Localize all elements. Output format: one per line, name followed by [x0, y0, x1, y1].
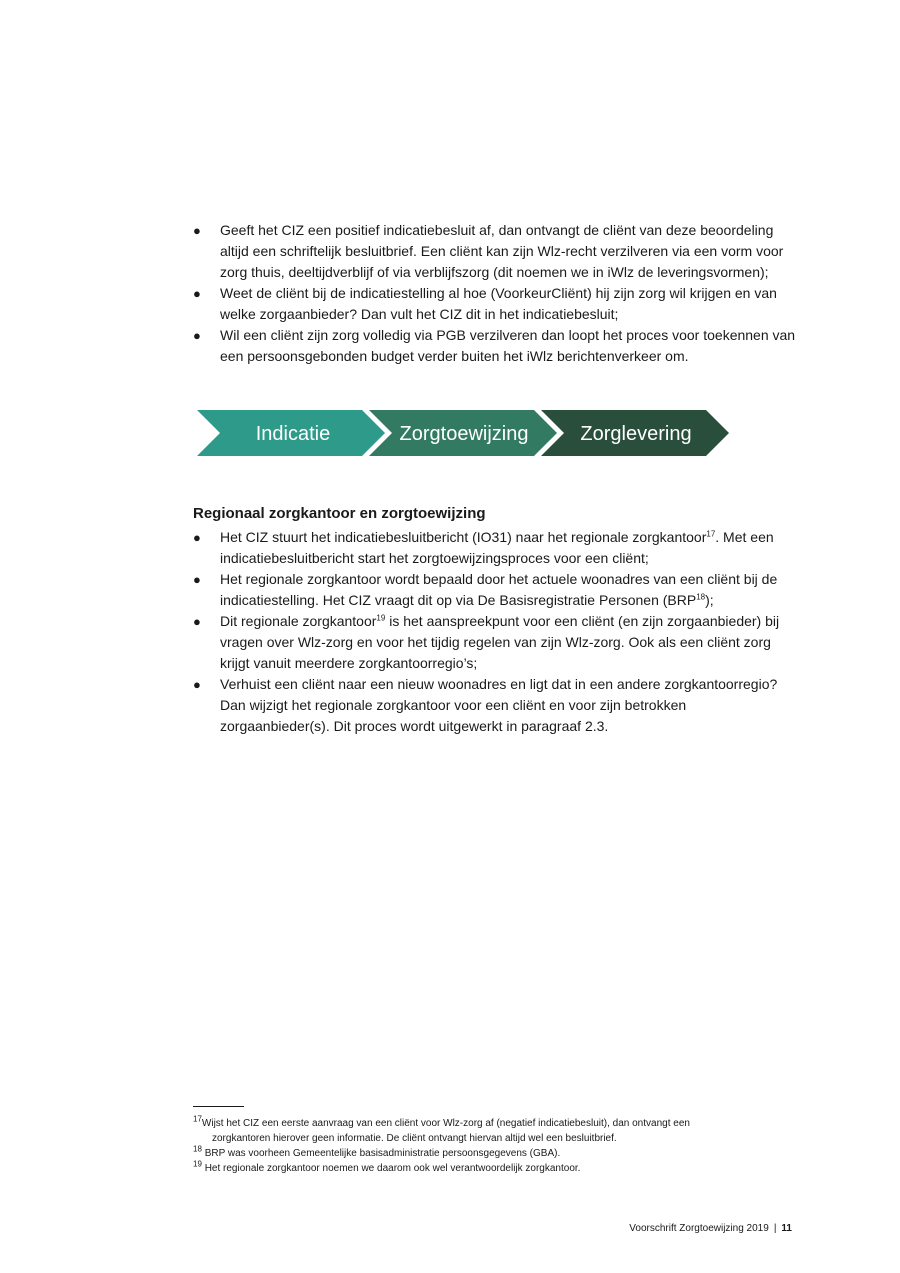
bullet-text: Wil een cliënt zijn zorg volledig via PGB verzilveren dan loopt het proces voor toekennen van een persoonsgebonden budget verder buiten het iWlz berichtenverkeer om. — [220, 327, 796, 364]
footnote-number: 19 — [193, 1159, 202, 1169]
bullet-icon: ● — [193, 286, 201, 301]
list-item — [193, 611, 798, 674]
section-bullet-list — [193, 527, 798, 737]
list-item — [193, 283, 798, 325]
bullet-text: Het regionale zorgkantoor wordt bepaald door het actuele woonadres van een cliënt bij de indicatiestelling. Het CIZ vraagt dit op via De Basisregistratie Personen (BRP — [220, 571, 778, 608]
footnote-divider — [193, 1106, 244, 1107]
intro-bullet-list — [193, 220, 798, 367]
footnote-19 — [193, 1161, 793, 1176]
bullet-text: Geeft het CIZ een positief indicatiebesluit af, dan ontvangt de cliënt van deze beoordeling altijd een schriftelijk besluitbrief. Een cliënt kan zijn Wlz-recht verzilveren via een vorm voor zorg thuis, deeltijdverblijf of via verblijfszorg (dit noemen we in iWlz de leveringsvormen); — [220, 222, 784, 280]
flow-step-zorglevering-label: Zorglevering — [580, 423, 692, 445]
flow-step-zorgtoewijzing-label: Zorgtoewijzing — [399, 423, 529, 445]
list-item — [193, 674, 798, 737]
bullet-icon: ● — [193, 328, 201, 343]
bullet-icon: ● — [193, 223, 201, 238]
footnote-number: 17 — [193, 1114, 202, 1124]
page-number: 11 — [781, 1223, 792, 1234]
footnote-ref: 17 — [706, 529, 716, 539]
footnote-text: Wijst het CIZ een eerste aanvraag van een cliënt voor Wlz-zorg af (negatief indicatiebesluit), dan ontvangt een — [201, 1118, 690, 1129]
page-footer — [629, 1223, 792, 1234]
bullet-text: Weet de cliënt bij de indicatiestelling al hoe (VoorkeurCliënt) hij zijn zorg wil krijgen en van welke zorgaanbieder? Dan vult het CIZ dit in het indicatiebesluit; — [220, 285, 777, 322]
footnotes — [193, 1116, 793, 1176]
bullet-icon: ● — [193, 614, 201, 629]
list-item — [193, 527, 798, 569]
footnote-18 — [193, 1146, 793, 1161]
bullet-text-cont: is het aanspreekpunt voor een cliënt (en zijn zorgaanbieder) bij vragen over Wlz-zorg en voor het tijdig regelen van zijn Wlz-zorg. Ook als een cliënt zorg krijgt vanuit meerdere zorgkantoorregio’s; — [220, 613, 780, 671]
process-flow-diagram — [197, 408, 737, 458]
flow-step-indicatie-label: Indicatie — [255, 423, 331, 445]
footnote-17-continuation: zorgkantoren hierover geen informatie. De cliënt ontvangt hiervan altijd wel een besluitbrief. — [212, 1133, 617, 1144]
bullet-text: Verhuist een cliënt naar een nieuw woonadres en ligt dat in een andere zorgkantoorregio? Dan wijzigt het regionale zorgkantoor voor een cliënt en voor zijn betrokken zorgaanbieder(s). Dit proces wordt uitgewerkt in paragraaf 2.3. — [220, 676, 778, 734]
bullet-text-cont: . Met een indicatiebesluitbericht start het zorgtoewijzingsproces voor een cliënt; — [220, 529, 774, 566]
list-item — [193, 569, 798, 611]
list-item — [193, 220, 798, 283]
bullet-icon: ● — [193, 677, 201, 692]
footnote-text: Het regionale zorgkantoor noemen we daarom ook wel verantwoordelijk zorgkantoor. — [204, 1163, 581, 1174]
footnote-ref: 18 — [696, 592, 706, 602]
document-title: Voorschrift Zorgtoewijzing 2019 — [629, 1223, 769, 1234]
footnote-text: BRP was voorheen Gemeentelijke basisadministratie persoonsgegevens (GBA). — [204, 1148, 561, 1159]
bullet-icon: ● — [193, 530, 201, 545]
bullet-text: Dit regionale zorgkantoor — [220, 613, 377, 629]
footnote-ref: 19 — [376, 613, 386, 623]
bullet-icon: ● — [193, 572, 201, 587]
bullet-text-cont: ); — [705, 592, 714, 608]
footnote-number: 18 — [193, 1144, 202, 1154]
footnote-17 — [193, 1116, 793, 1131]
bullet-text: Het CIZ stuurt het indicatiebesluitbericht (IO31) naar het regionale zorgkantoor — [220, 529, 707, 545]
list-item — [193, 325, 798, 367]
footer-separator: | — [773, 1223, 777, 1234]
section-heading: Regionaal zorgkantoor en zorgtoewijzing — [193, 505, 486, 522]
